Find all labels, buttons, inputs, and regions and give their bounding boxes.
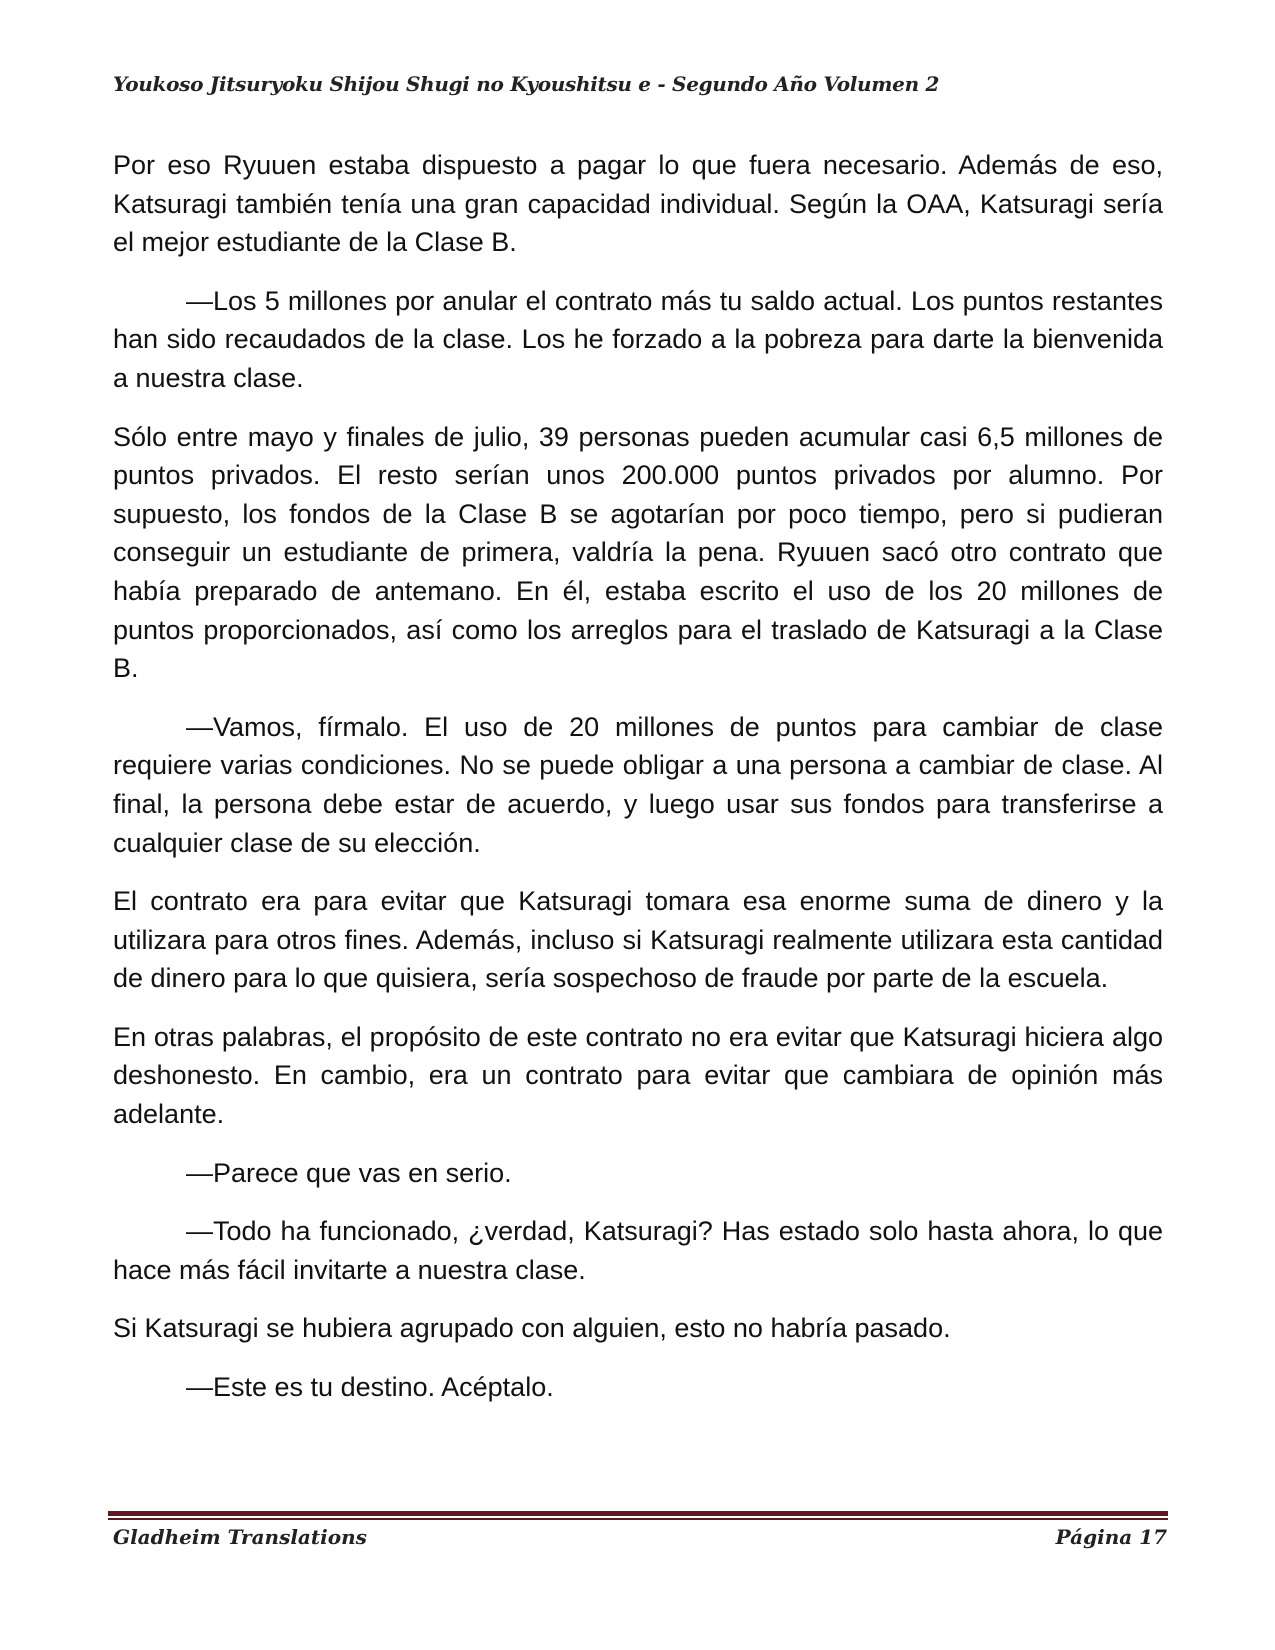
paragraph-dialog: —Parece que vas en serio. xyxy=(186,1157,512,1188)
paragraph-narration: Sólo entre mayo y finales de julio, 39 personas pueden acumular casi 6,5 millones de puntos privados. El resto serían unos 200.000 puntos privados por alumno. Por supuesto, los fondos de la Clase B se agotarían por poco tiempo, pero si pudieran conseguir un estudiante de primera, valdría la pena. Ryuuen sacó otro contrato que había preparado de antemano. En él, estaba escrito el uso de los 20 millones de puntos proporcionados, así como los arreglos para el traslado de Katsuragi a la Clase B. xyxy=(113,421,1163,684)
paragraph-dialog: —Todo ha funcionado, ¿verdad, Katsuragi? Has estado solo hasta ahora, lo que hace más fácil invitarte a nuestra clase. xyxy=(113,1216,1163,1285)
body-text xyxy=(113,146,1163,1427)
paragraph-dialog: —Este es tu destino. Acéptalo. xyxy=(186,1372,554,1403)
paragraph-dialog: —Vamos, fírmalo. El uso de 20 millones de puntos para cambiar de clase requiere varias condiciones. No se puede obligar a una persona a cambiar de clase. Al final, la persona debe estar de acuerdo, y luego usar sus fondos para transferirse a cualquier clase de su elección. xyxy=(113,711,1163,858)
paragraph-narration: Por eso Ryuuen estaba dispuesto a pagar lo que fuera necesario. Además de eso, Katsuragi también tenía una gran capacidad individual. Según la OAA, Katsuragi sería el mejor estudiante de la Clase B. xyxy=(113,150,1163,258)
paragraph-narration: El contrato era para evitar que Katsuragi tomara esa enorme suma de dinero y la utilizara para otros fines. Además, incluso si Katsuragi realmente utilizara esta cantidad de dinero para lo que quisiera, sería sospechoso de fraude por parte de la escuela. xyxy=(113,886,1163,994)
footer-credit: Gladheim Translations xyxy=(113,1525,367,1549)
page-number: Página 17 xyxy=(1055,1525,1167,1549)
paragraph-narration: Si Katsuragi se hubiera agrupado con alguien, esto no habría pasado. xyxy=(113,1313,951,1344)
footer-divider-thick xyxy=(108,1511,1168,1516)
paragraph-dialog: —Los 5 millones por anular el contrato más tu saldo actual. Los puntos restantes han sido recaudados de la clase. Los he forzado a la pobreza para darte la bienvenida a nuestra clase. xyxy=(113,285,1163,393)
footer-divider xyxy=(108,1511,1168,1520)
footer-divider-thin xyxy=(108,1518,1168,1520)
paragraph-narration: En otras palabras, el propósito de este contrato no era evitar que Katsuragi hiciera algo deshonesto. En cambio, era un contrato para evitar que cambiara de opinión más adelante. xyxy=(113,1021,1163,1130)
running-header: Youkoso Jitsuryoku Shijou Shugi no Kyoushitsu e - Segundo Año Volumen 2 xyxy=(113,72,940,96)
